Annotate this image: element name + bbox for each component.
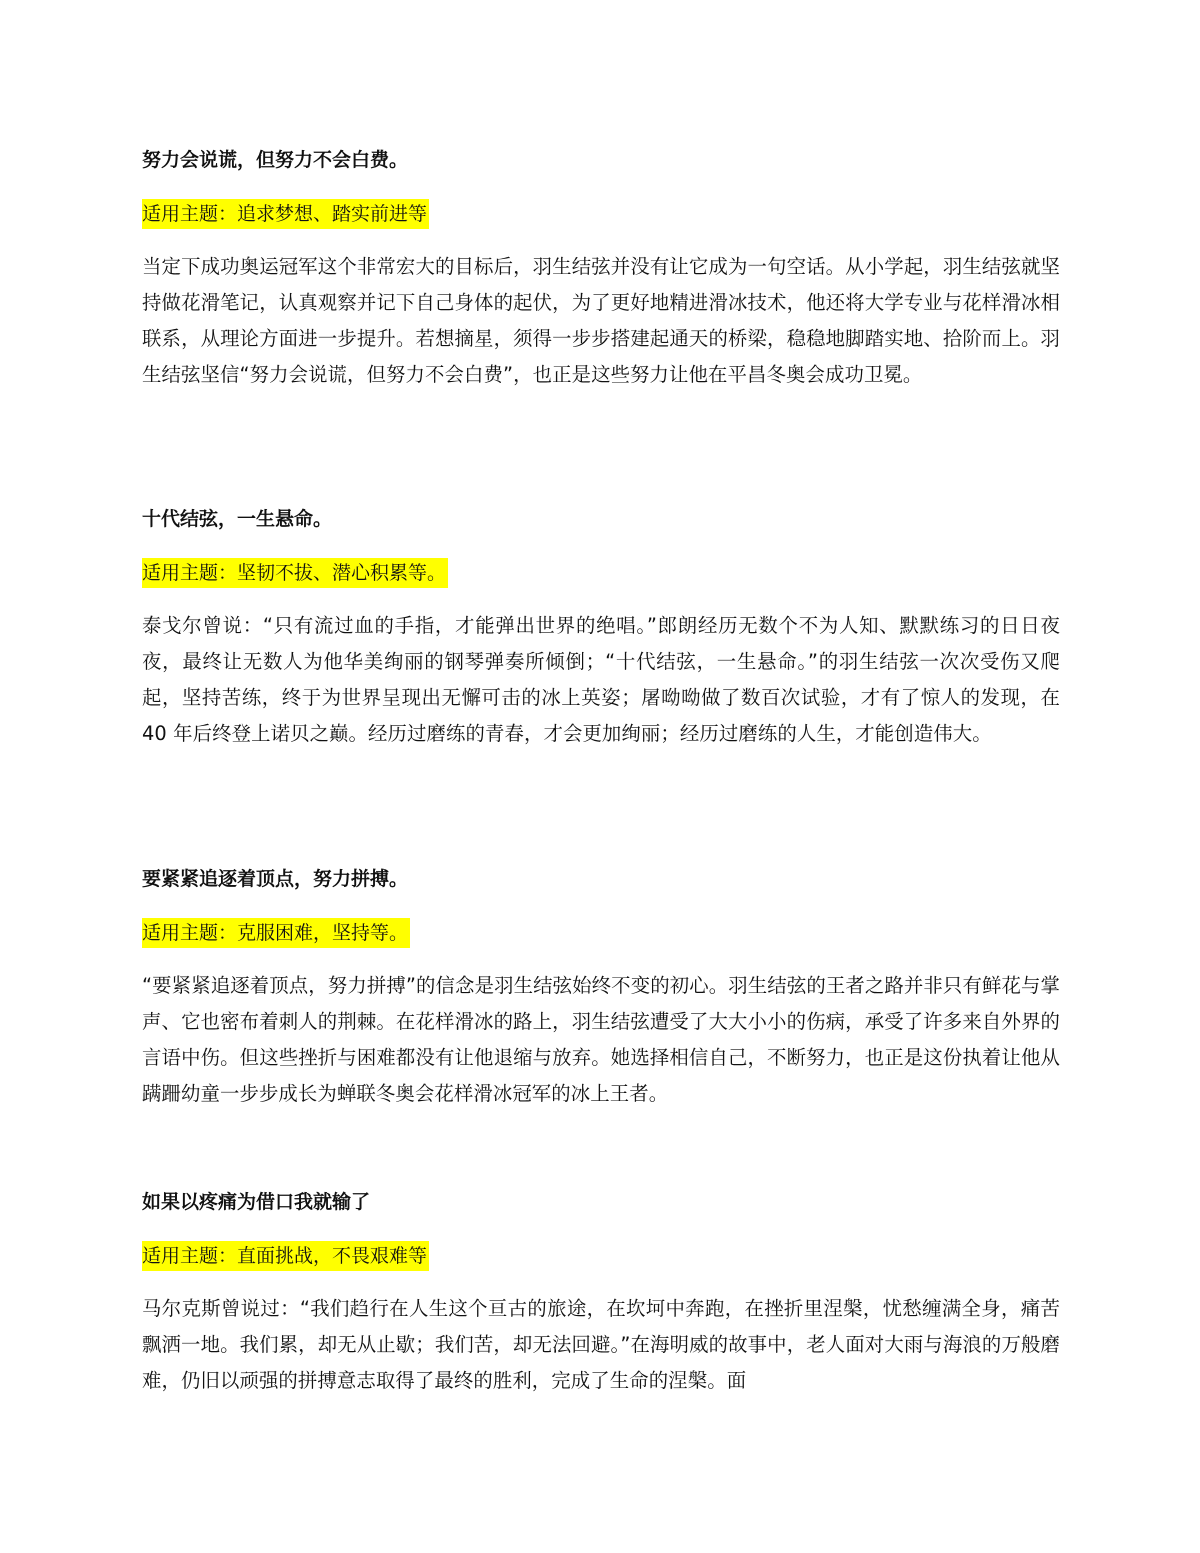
section-body: 泰戈尔曾说：“只有流过血的手指，才能弹出世界的绝唱。”郎朗经历无数个不为人知、默默练习的日日夜夜，最终让无数人为他华美绚丽的钢琴弹奏所倾倒；“十代结弦，一生悬命。”的羽生结弦一次次受伤又爬起，坚持苦练，终于为世界呈现出无懈可击的冰上英姿；屠呦呦做了数百次试验，才有了惊人的发现，在 40 年后终登上诺贝之巅。经历过磨练的青春，才会更加绚丽；经历过磨练的人生，才能创造伟大。 [142, 614, 1060, 745]
section-title: 努力会说谎，但努力不会白费。 [142, 149, 409, 171]
section-1 [142, 147, 1060, 393]
section-4 [142, 1189, 1060, 1399]
theme-highlight: 适用主题：坚韧不拔、潜心积累等。 [142, 558, 448, 588]
section-title: 十代结弦，一生悬命。 [142, 508, 333, 530]
section-2 [142, 506, 1060, 752]
theme-highlight: 适用主题：追求梦想、踏实前进等 [142, 199, 429, 229]
section-body: “要紧紧追逐着顶点，努力拼搏”的信念是羽生结弦始终不变的初心。羽生结弦的王者之路并非只有鲜花与掌声、它也密布着刺人的荆棘。在花样滑冰的路上，羽生结弦遭受了大大小小的伤病，承受了许多来自外界的言语中伤。但这些挫折与困难都没有让他退缩与放弃。她选择相信自己，不断努力，也正是这份执着让他从蹒跚幼童一步步成长为蝉联冬奥会花样滑冰冠军的冰上王者。 [142, 974, 1060, 1105]
theme-highlight: 适用主题：直面挑战，不畏艰难等 [142, 1241, 429, 1271]
section-body: 马尔克斯曾说过：“我们趋行在人生这个亘古的旅途，在坎坷中奔跑，在挫折里涅槃，忧愁缠满全身，痛苦飘洒一地。我们累，却无从止歇；我们苦，却无法回避。”在海明威的故事中，老人面对大雨与海浪的万般磨难，仍旧以顽强的拼搏意志取得了最终的胜利，完成了生命的涅槃。面 [142, 1297, 1060, 1392]
section-body: 当定下成功奥运冠军这个非常宏大的目标后，羽生结弦并没有让它成为一句空话。从小学起，羽生结弦就坚持做花滑笔记，认真观察并记下自己身体的起伏，为了更好地精进滑冰技术，他还将大学专业与花样滑冰相联系，从理论方面进一步提升。若想摘星，须得一步步搭建起通天的桥梁，稳稳地脚踏实地、拾阶而上。羽生结弦坚信“努力会说谎，但努力不会白费”，也正是这些努力让他在平昌冬奥会成功卫冕。 [142, 255, 1060, 386]
section-title: 要紧紧追逐着顶点，努力拼搏。 [142, 868, 409, 890]
theme-highlight: 适用主题：克服困难，坚持等。 [142, 918, 410, 948]
section-title: 如果以疼痛为借口我就输了 [142, 1191, 371, 1213]
section-3 [142, 866, 1060, 1112]
